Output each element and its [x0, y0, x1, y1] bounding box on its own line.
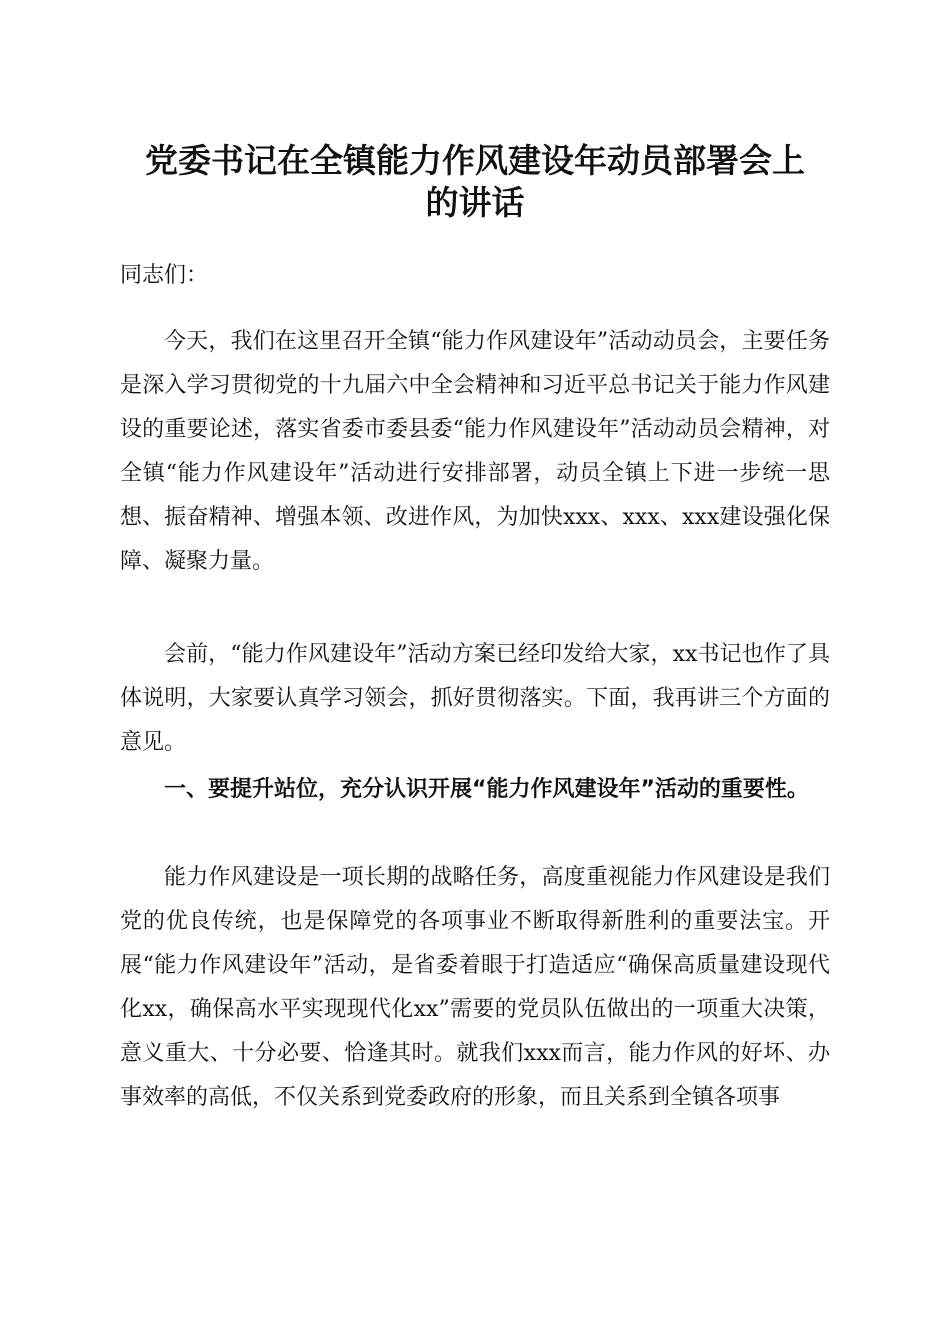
salutation: 同志们： [120, 263, 209, 288]
paragraph-preface: 会前，“能力作风建设年”活动方案已经印发给大家，xx书记也作了具体说明，大家要认真学习领会，抓好贯彻落实。下面，我再讲三个方面的意见。 [120, 642, 830, 755]
document-title-line-1: 党委书记在全镇能力作风建设年动员部署会上 [145, 141, 805, 180]
section-paragraph-1: 能力作风建设是一项长期的战略任务，高度重视能力作风建设是我们党的优良传统，也是保障党的各项事业不断取得新胜利的重要法宝。开展“能力作风建设年”活动，是省委着眼于打造适应“确保高质量建设现代化xx，确保高水平实现现代化xx”需要的党员队伍做出的一项重大决策，意义重大、十分必要、恰逢其时。就我们xxx而言，能力作风的好坏、办事效率的高低，不仅关系到党委政府的形象，而且关系到全镇各项事 [120, 865, 830, 1110]
document-title-line-2: 的讲话 [425, 183, 525, 222]
section-heading-1: 一、要提升站位，充分认识开展“能力作风建设年”活动的重要性。 [164, 777, 809, 802]
paragraph-opening: 今天，我们在这里召开全镇“能力作风建设年”活动动员会，主要任务是深入学习贯彻党的十九届六中全会精神和习近平总书记关于能力作风建设的重要论述，落实省委市委县委“能力作风建设年”活动动员会精神，对全镇“能力作风建设年”活动进行安排部署，动员全镇上下进一步统一思想、振奋精神、增强本领、改进作风，为加快xxx、xxx、xxx建设强化保障、凝聚力量。 [120, 329, 830, 574]
